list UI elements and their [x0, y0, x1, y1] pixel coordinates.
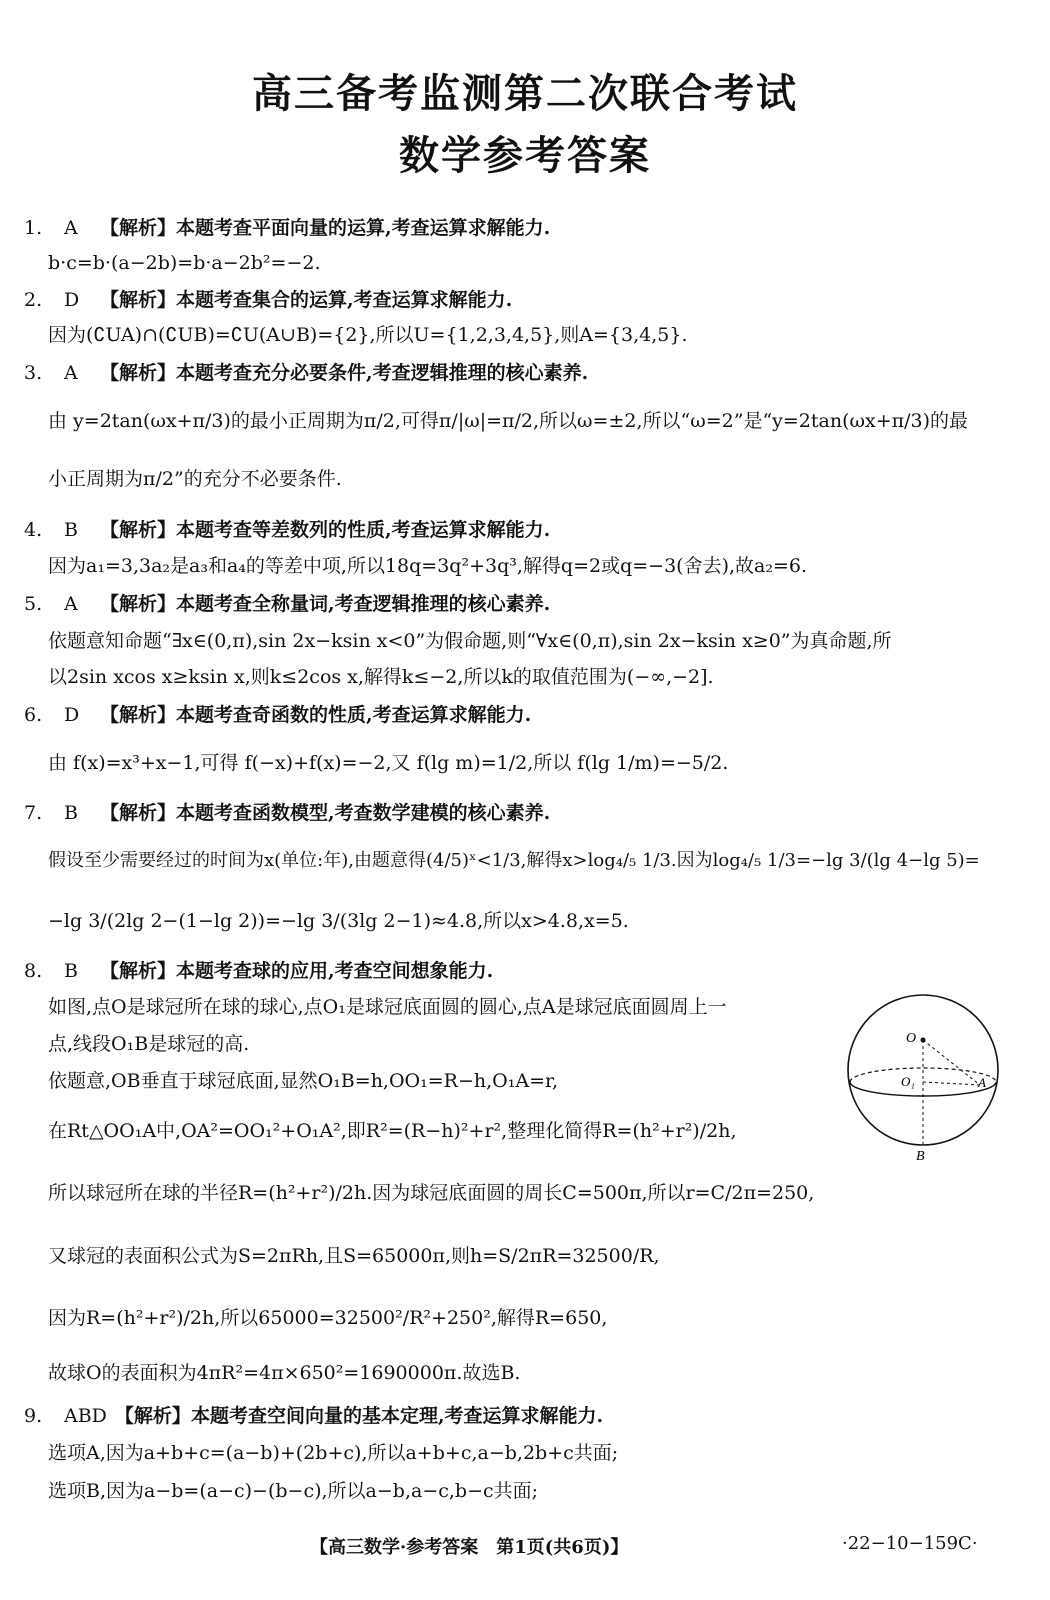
- solution-line: 小正周期为π/2”的充分不必要条件.: [48, 468, 342, 490]
- item-heading: [24, 591, 550, 617]
- item-number: 1.: [24, 217, 43, 239]
- item-heading: [24, 958, 493, 984]
- label-a: A: [978, 1075, 986, 1090]
- analysis-tag: 【解析】: [100, 217, 177, 239]
- item-summary: 本题考查充分必要条件,考查逻辑推理的核心素养.: [176, 362, 589, 384]
- analysis-tag: 【解析】: [114, 1405, 191, 1427]
- solution-line: 因为(∁UA)∩(∁UB)=∁U(A∪B)={2},所以U={1,2,3,4,5},则A={3,4,5}.: [48, 324, 688, 346]
- page-title: 高三备考监测第二次联合考试: [252, 70, 798, 117]
- analysis-tag: 【解析】: [100, 362, 177, 384]
- item-answer: D: [64, 704, 80, 726]
- solution-line: b·c=b·(a−2b)=b·a−2b²=−2.: [48, 252, 321, 274]
- item-number: 5.: [24, 593, 43, 615]
- item-answer: ABD: [64, 1405, 107, 1427]
- page-subtitle: 数学参考答案: [399, 132, 651, 179]
- solution-line: 在Rt△OO₁A中,OA²=OO₁²+O₁A²,即R²=(R−h)²+r²,整理化简得R=(h²+r²)/2h,: [48, 1120, 737, 1142]
- solution-line: 又球冠的表面积公式为S=2πRh,且S=65000π,则h=S/2πR=32500/R,: [48, 1245, 660, 1267]
- item-summary: 本题考查集合的运算,考查运算求解能力.: [176, 289, 513, 311]
- item-heading: [24, 800, 550, 826]
- solution-line: 假设至少需要经过的时间为x(单位:年),由题意得(4/5)ˣ<1/3,解得x>log₄/₅ 1/3.因为log₄/₅ 1/3=−lg 3/(lg 4−lg 5)=: [48, 850, 980, 871]
- item-heading: [24, 215, 550, 241]
- item-number: 7.: [24, 802, 43, 824]
- item-answer: B: [64, 960, 78, 982]
- item-number: 4.: [24, 519, 43, 541]
- solution-line: 因为a₁=3,3a₂是a₃和a₄的等差中项,所以18q=3q²+3q³,解得q=2或q=−3(舍去),故a₂=6.: [48, 555, 808, 577]
- item-answer: B: [64, 519, 78, 541]
- radius-segment: [923, 1040, 980, 1085]
- item-answer: A: [64, 217, 78, 239]
- solution-line: 所以球冠所在球的半径R=(h²+r²)/2h.因为球冠底面圆的周长C=500π,所以r=C/2π=250,: [48, 1182, 815, 1204]
- solution-line: 选项A,因为a+b+c=(a−b)+(2b+c),所以a+b+c,a−b,2b+c共面;: [48, 1442, 619, 1464]
- item-number: 8.: [24, 960, 43, 982]
- footer-code: ·22−10−159C·: [842, 1533, 978, 1554]
- item-answer: B: [64, 802, 78, 824]
- analysis-tag: 【解析】: [100, 704, 177, 726]
- analysis-tag: 【解析】: [100, 519, 177, 541]
- item-summary: 本题考查等差数列的性质,考查运算求解能力.: [176, 519, 551, 541]
- solution-line: 如图,点O是球冠所在球的球心,点O₁是球冠底面圆的圆心,点A是球冠底面圆周上一: [48, 996, 727, 1018]
- solution-line: 由 f(x)=x³+x−1,可得 f(−x)+f(x)=−2,又 f(lg m)=1/2,所以 f(lg 1/m)=−5/2.: [48, 752, 729, 774]
- solution-line: 因为R=(h²+r²)/2h,所以65000=32500²/R²+250²,解得R=650,: [48, 1307, 608, 1329]
- item-heading: [24, 702, 531, 728]
- item-number: 6.: [24, 704, 43, 726]
- item-number: 2.: [24, 289, 43, 311]
- label-o: O: [906, 1031, 917, 1046]
- solution-line: 选项B,因为a−b=(a−c)−(b−c),所以a−b,a−c,b−c共面;: [48, 1480, 539, 1502]
- footer-page-info: 【高三数学·参考答案 第1页(共6页)】: [310, 1537, 629, 1558]
- item-answer: D: [64, 289, 80, 311]
- analysis-tag: 【解析】: [100, 289, 177, 311]
- item-summary: 本题考查函数模型,考查数学建模的核心素养.: [176, 802, 551, 824]
- item-summary: 本题考查平面向量的运算,考查运算求解能力.: [176, 217, 551, 239]
- analysis-tag: 【解析】: [100, 593, 177, 615]
- label-b: B: [916, 1149, 925, 1160]
- item-summary: 本题考查空间向量的基本定理,考查运算求解能力.: [190, 1405, 604, 1427]
- label-o1: O₁: [901, 1074, 915, 1089]
- analysis-tag: 【解析】: [100, 802, 177, 824]
- item-heading: [24, 1403, 603, 1429]
- analysis-tag: 【解析】: [100, 960, 177, 982]
- center-point: [921, 1038, 926, 1043]
- item-number: 3.: [24, 362, 43, 384]
- solution-line: 依题意,OB垂直于球冠底面,显然O₁B=h,OO₁=R−h,O₁A=r,: [48, 1070, 559, 1092]
- solution-line: 故球O的表面积为4πR²=4π×650²=1690000π.故选B.: [48, 1362, 521, 1384]
- item-heading: [24, 287, 512, 313]
- item-heading: [24, 360, 588, 386]
- solution-line: 以2sin xcos x≥ksin x,则k≤2cos x,解得k≤−2,所以k的取值范围为(−∞,−2].: [48, 666, 714, 688]
- solution-line: −lg 3/(2lg 2−(1−lg 2))=−lg 3/(3lg 2−1)≈4.8,所以x>4.8,x=5.: [48, 910, 629, 932]
- item-summary: 本题考查球的应用,考查空间想象能力.: [176, 960, 494, 982]
- base-radius-segment: [923, 1082, 980, 1085]
- item-answer: A: [64, 593, 78, 615]
- solution-line: 依题意知命题“∃x∈(0,π),sin 2x−ksin x<0”为假命题,则“∀x∈(0,π),sin 2x−ksin x≥0”为真命题,所: [48, 630, 892, 652]
- item-heading: [24, 517, 550, 543]
- item-number: 9.: [24, 1405, 43, 1427]
- sphere-cap-figure: [838, 990, 1008, 1160]
- solution-line: 由 y=2tan(ωx+π/3)的最小正周期为π/2,可得π/|ω|=π/2,所以ω=±2,所以“ω=2”是“y=2tan(ωx+π/3)的最: [48, 410, 969, 432]
- item-answer: A: [64, 362, 78, 384]
- solution-line: 点,线段O₁B是球冠的高.: [48, 1033, 250, 1055]
- item-summary: 本题考查全称量词,考查逻辑推理的核心素养.: [176, 593, 551, 615]
- item-summary: 本题考查奇函数的性质,考查运算求解能力.: [176, 704, 532, 726]
